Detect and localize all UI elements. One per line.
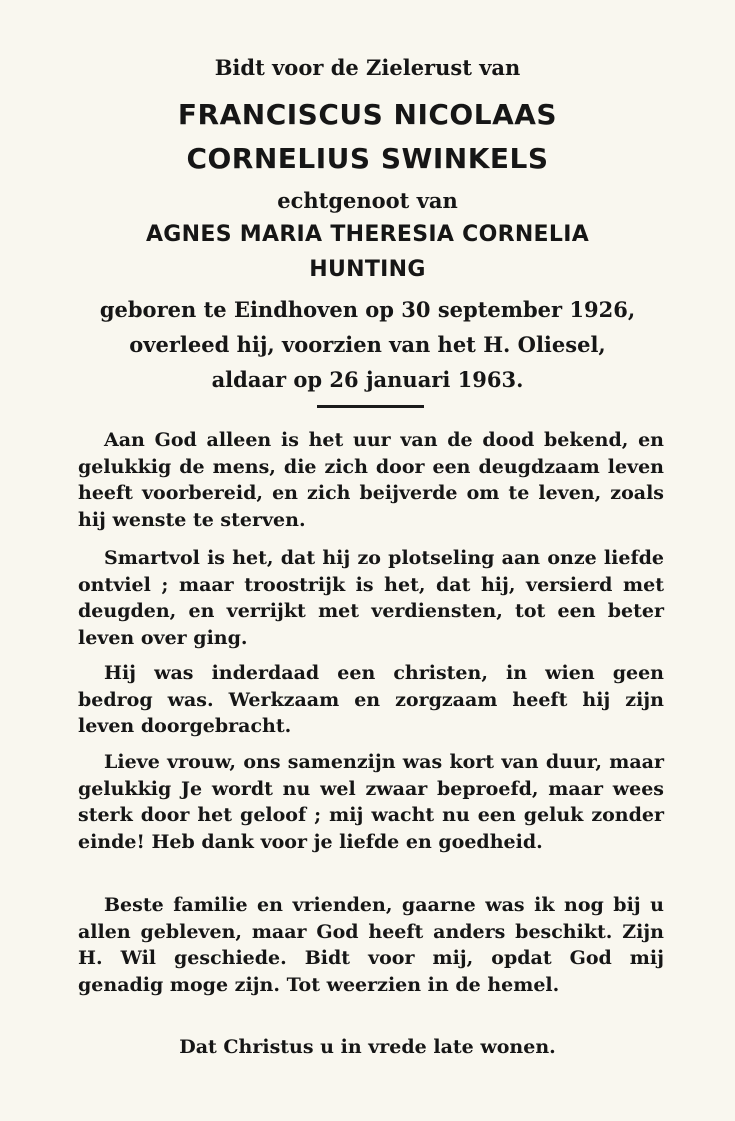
body-paragraph-3 (78, 660, 664, 740)
body-paragraph-5 (78, 892, 664, 998)
death-line-2: aldaar op 26 januari 1963. (211, 367, 524, 392)
deceased-name-line-2: CORNELIUS SWINKELS (186, 142, 549, 175)
paragraph-text: Hij was inderdaad een christen, in wien geen bedrog was. Werkzaam en zorgzaam heeft hij zijn leven doorgebracht. (78, 662, 664, 737)
spouse-name-line-2: HUNTING (309, 257, 426, 282)
spouse-intro: echtgenoot van (277, 188, 458, 213)
body-paragraph-1 (78, 427, 664, 533)
paragraph-text: Smartvol is het, dat hij zo plotseling aan onze liefde ontviel ; maar troostrijk is het, dat hij, versierd met deugden, en verrijkt met verdiensten, tot een beter leven over ging. (78, 547, 664, 649)
divider-rule (317, 405, 424, 408)
paragraph-text: Beste familie en vrienden, gaarne was ik nog bij u allen gebleven, maar God heeft anders beschikt. Zijn H. Wil geschiede. Bidt voor mij, opdat God mij genadig moge zijn. Tot weerzien in de hemel. (78, 894, 664, 996)
spouse-name-line-1: AGNES MARIA THERESIA CORNELIA (145, 222, 590, 247)
closing-blessing: Dat Christus u in vrede late wonen. (179, 1036, 556, 1058)
death-line-1: overleed hij, voorzien van het H. Oliesel, (129, 332, 606, 357)
prayer-line: Bidt voor de Zielerust van (214, 55, 521, 80)
body-paragraph-4 (78, 749, 664, 855)
birth-line: geboren te Eindhoven op 30 september 1926, (99, 297, 636, 322)
deceased-name-line-1: FRANCISCUS NICOLAAS (177, 98, 558, 131)
paragraph-text: Lieve vrouw, ons samenzijn was kort van duur, maar gelukkig Je wordt nu wel zwaar beproefd, maar wees sterk door het geloof ; mij wacht nu een geluk zonder einde! Heb dank voor je liefde en goedheid. (78, 751, 664, 853)
paragraph-text: Aan God alleen is het uur van de dood bekend, en gelukkig de mens, die zich door een deugdzaam leven heeft voorbereid, en zich beijverde om te leven, zoals hij wenste te sterven. (78, 429, 664, 531)
body-paragraph-2 (78, 545, 664, 651)
